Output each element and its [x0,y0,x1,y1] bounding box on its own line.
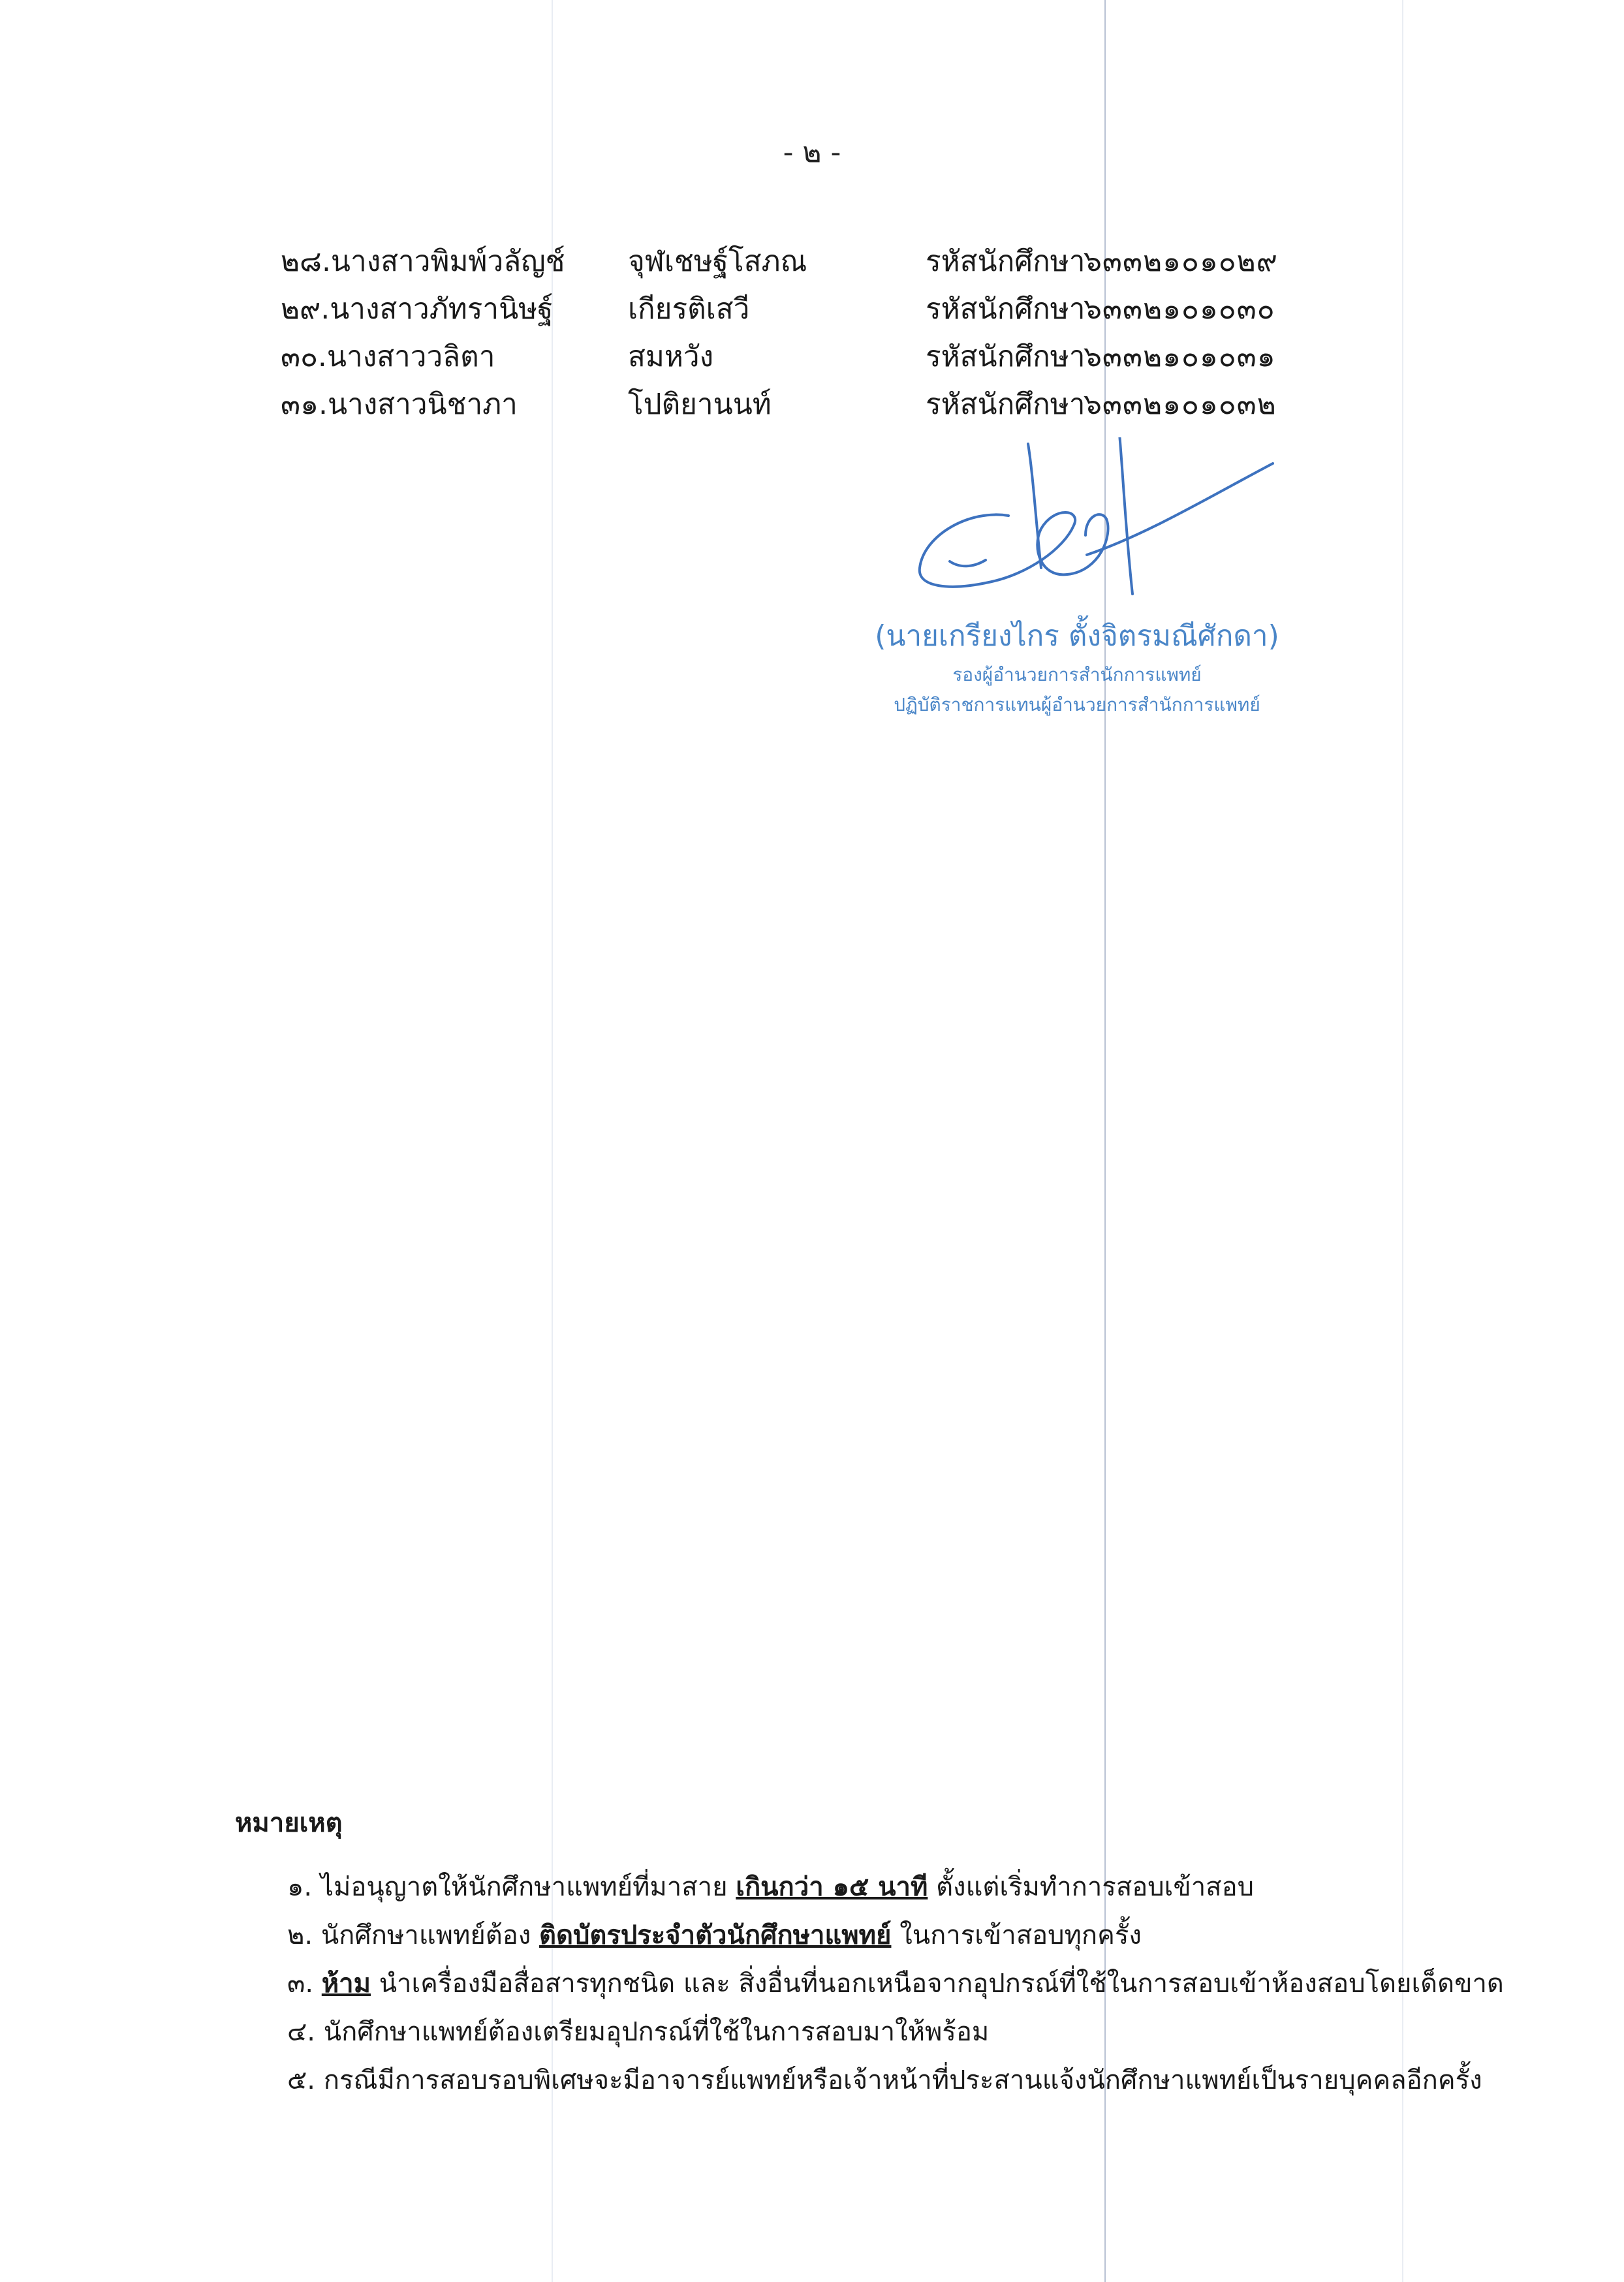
student-id-label: รหัสนักศึกษา [926,292,1085,326]
student-id-label: รหัสนักศึกษา [926,388,1085,421]
notes-title: หมายเหตุ [235,1808,343,1838]
signer-acting-position: ปฏิบัติราชการแทนผู้อำนวยการสำนักการแพทย์ [894,694,1260,715]
signer-position: รองผู้อำนวยการสำนักการแพทย์ [952,664,1202,685]
student-name: ๓๐.นางสาววลิตา [281,340,495,373]
signature-icon [911,437,1276,627]
student-surname: จุฬเชษฐ์โสภณ [628,245,807,278]
note-item: ๕. กรณีมีการสอบรอบพิเศษจะมีอาจารย์แพทย์หรือเจ้าหน้าที่ประสานแจ้งนักศึกษาแพทย์เป็นรายบุคคลอีกครั้ง [287,2065,1482,2095]
signer-block [842,617,1312,720]
note-emphasis: ห้าม [321,1969,371,1999]
student-id-label: รหัสนักศึกษา [926,245,1085,278]
note-emphasis: เกินกว่า ๑๕ นาที [736,1872,928,1902]
note-item: ๓. ห้าม นำเครื่องมือสื่อสารทุกชนิด และ สิ่งอื่นที่นอกเหนือจากอุปกรณ์ที่ใช้ในการสอบเข้าห้องสอบโดยเด็ดขาด [287,1969,1504,1999]
page-number: - ๒ - [783,136,841,169]
student-id: ๖๓๓๒๑๐๑๐๓๐ [1084,292,1275,326]
student-name: ๒๙.นางสาวภัทรานิษฐ์ [281,292,554,326]
student-id: ๖๓๓๒๑๐๑๐๓๒ [1084,388,1277,421]
note-emphasis: ติดบัตรประจำตัวนักศึกษาแพทย์ [539,1920,892,1950]
student-name: ๓๑.นางสาวนิชาภา [281,388,518,421]
note-item: ๑. ไม่อนุญาตให้นักศึกษาแพทย์ที่มาสาย เกินกว่า ๑๕ นาที ตั้งแต่เริ่มทำการสอบเข้าสอบ [287,1872,1254,1902]
note-item: ๔. นักศึกษาแพทย์ต้องเตรียมอุปกรณ์ที่ใช้ในการสอบมาให้พร้อม [287,2017,990,2047]
student-name: ๒๘.นางสาวพิมพ์วลัญช์ [281,245,565,278]
student-surname: เกียรติเสวี [628,292,750,326]
notes-section [235,1802,1527,2104]
student-id-label: รหัสนักศึกษา [926,340,1085,373]
student-id: ๖๓๓๒๑๐๑๐๒๙ [1084,245,1278,278]
student-surname: โปติยานนท์ [628,388,772,421]
note-item: ๒. นักศึกษาแพทย์ต้อง ติดบัตรประจำตัวนักศึกษาแพทย์ ในการเข้าสอบทุกครั้ง [287,1920,1142,1950]
student-surname: สมหวัง [628,340,714,373]
student-id: ๖๓๓๒๑๐๑๐๓๑ [1084,340,1276,373]
signer-name: (นายเกรียงไกร ตั้งจิตรมณีศักดา) [875,619,1279,653]
